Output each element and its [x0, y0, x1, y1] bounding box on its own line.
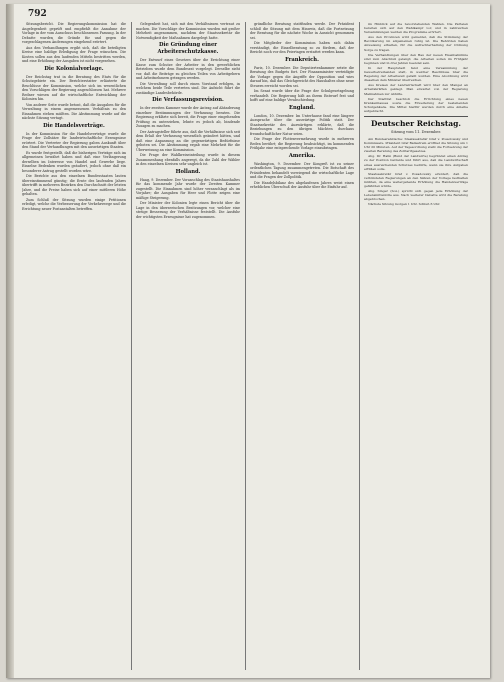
text-column-4 [364, 22, 468, 670]
article-paragraph: Von anderer Seite wurde betont, daß die Ausgaben für die Verwaltung in einem angemessenen Verhältnis zu den Einnahmen stehen müßten. Die Abstimmung wurde auf die nächste Sitzung vertagt. [22, 102, 126, 120]
article-paragraph: Sitzungsbericht. Die Regierungskommission hat die Angelegenheit geprüft und empfiehlt die Annahme der Vorlage in der vom Ausschuss beschlossenen Fassung. In der Debatte wurden die Gründe für und gegen die vorgeschlagenen Änderungen eingehend erörtert. [22, 22, 126, 44]
column-rule [359, 22, 360, 670]
newspaper-page [6, 4, 490, 678]
section-heading: Holland. [175, 168, 201, 175]
article-paragraph: Zum Schluß der Sitzung wurden einige Petitionen erledigt, welche die Verbesserung der Verkehrswege und die Errichtung neuer Postanstalten betreffen. [22, 197, 126, 211]
column-rule [131, 22, 132, 670]
article-paragraph: Die Berichte aus den einzelnen Bundesstaaten lauten übereinstimmend günstig; die Ernte des laufenden Jahres übertrifft in mehreren Bezirken den Durchschnitt der letzten Jahre, und die Preise haben sich auf einer mittleren Höhe gehalten. [22, 174, 126, 196]
article-paragraph: Es wurde festgestellt, daß die bisherigen Verträge sich im allgemeinen bewährt haben und daß eine Verlängerung derselben im Interesse von Handel und Gewerbe liege. Einzelne Bedenken wurden geäußert, jedoch ohne daß ein besonderer Antrag gestellt worden wäre. [22, 150, 126, 173]
article-paragraph: im Hinblick auf die bevorstehenden Wahlen. Die Parteien bereiten sich auf den Wahlkampf vor, und in zahlreichen Versammlungen werden die Programme erörtert. [364, 22, 468, 35]
article-paragraph: Nächste Sitzung morgen 1 Uhr. Schluß 6 Uhr. [368, 202, 441, 207]
article-paragraph: In der zweiten Kammer wurde der Antrag auf Abänderung einzelner Bestimmungen der Verfassung beraten. Die Regierung erklärte sich bereit, die Frage einer eingehenden Prüfung zu unterziehen, lehnte es jedoch ab, bindende Zusagen zu machen. [136, 106, 240, 128]
article-paragraph: Gelegenheit hat, sich mit den Verhältnissen vertraut zu machen. Die Vorschläge der Kommission wurden mit großer Mehrheit angenommen, nachdem der Staatssekretär die Notwendigkeit der Maßnahmen dargelegt hatte. [136, 22, 240, 40]
article-paragraph: Im Senat wurde über die Frage der Schulgesetzgebung verhandelt. Die Regierung hält an ihrem Entwurf fest und hofft auf eine baldige Verabschiedung. [250, 89, 354, 102]
article-paragraph: Die Frage der Wahlkreiseinteilung wurde in diesem Zusammenhang ebenfalls angeregt, da die Zahl der Wähler in den einzelnen Kreisen sehr ungleich ist. [136, 153, 240, 166]
article-paragraph: In der Kommission für die Handelsverträge wurde die Frage der Zollsätze für landwirtschaftliche Erzeugnisse erörtert. Die Vertreter der Regierung gaben Auskunft über den Stand der Verhandlungen mit den auswärtigen Staaten. [22, 131, 126, 149]
article-paragraph: Der Reichstag trat in die Beratung des Etats für die Schutzgebiete ein. Der Berichterstatter erläuterte die Beschlüsse der Kommission, welche sich im wesentlichen den Vorschlägen der Regierung angeschlossen hat. Mehrere Redner wiesen auf die wirtschaftliche Entwicklung der Kolonien hin. [22, 74, 126, 101]
text-column-2 [136, 22, 240, 670]
book-binding-edge [6, 4, 14, 678]
page-number: 792 [28, 9, 47, 19]
article-paragraph: Aus den Verhandlungen ergibt sich, daß die beteiligten Kreise eine baldige Erledigung der Frage wünschen. Die Kosten sollen aus den laufenden Mitteln bestritten werden, und eine Erhöhung der Ausgaben ist nicht vorgesehen. [22, 45, 126, 63]
article-paragraph: Washington, 9. Dezember. Der Kongreß ist zu seiner ordentlichen Tagung zusammengetreten. Die Botschaft des Präsidenten behandelt vorwiegend die wirtschaftliche Lage und die Fragen der Zollpolitik. [250, 161, 354, 179]
article-paragraph: Aus Kreisen der Landwirtschaft wird über den Mangel an Arbeitskräften geklagt. Man erwartet von der Regierung Maßnahmen zur Abhilfe. [364, 83, 468, 96]
article-paragraph: Staatssekretär Graf v. Posadowsky erwidert, daß die verbündeten Regierungen an den Sätzen der Vorlage festhalten müßten, da eine weitergehende Erhöhung die Handelsverträge gefährden würde. [364, 171, 468, 188]
article-paragraph: Der Antragsteller führte aus, daß die Verhältnisse sich seit dem Erlaß der Verfassung wesentlich geändert hätten, und daß eine Anpassung an die gegenwärtigen Bedürfnisse geboten sei. Die Abstimmung ergab eine Mehrheit für die Überweisung an eine Kommission. [136, 129, 240, 152]
section-heading: Die Kolonialvorlage. [44, 65, 104, 72]
section-heading: Die Handelsverträge. [43, 122, 105, 129]
article-paragraph: Der Entwurf eines Gesetzes über die Errichtung einer Kasse zum Schutze der Arbeiter in den gewerblichen Betrieben wurde dem Bundesrat vorgelegt. Derselbe sieht vor, daß die Beiträge zu gleichen Teilen von Arbeitgebern und Arbeitnehmern getragen werden. [136, 58, 240, 80]
article-paragraph: Die Frage der Flottenvermehrung wurde in mehreren Reden berührt; die Regierung beabsichtigt, im kommenden Frühjahr eine entsprechende Vorlage einzubringen. [250, 137, 354, 150]
article-paragraph: Am Bundesratstische: Staatssekretär Graf v. Posadowsky und Kommissare. Präsident Graf Ballestrem eröffnet die Sitzung um 1 Uhr 20 Minuten. Auf der Tagesordnung steht die Fortsetzung der zweiten Beratung des Zolltarifgesetzes. [364, 136, 468, 154]
article-paragraph: Der Stadtrat beschloß die Errichtung eines neuen Krankenhauses sowie die Erweiterung der bestehenden Schulgebäude. Die Mittel hierfür werden durch eine Anleihe aufgebracht. [364, 96, 468, 113]
section-heading: England. [289, 104, 315, 111]
column-rule [245, 22, 246, 670]
article-paragraph: gründliche Beratung stattfinden werde. Der Präsident schloß die Sitzung mit dem Hinweis, daß die Fortsetzung der Beratung für die nächste Woche in Aussicht genommen sei. [250, 22, 354, 40]
section-heading: Amerika. [288, 152, 316, 159]
article-paragraph: Haag, 9. Dezember. Der Voranschlag des Staatshaushaltes für das kommende Jahr wurde der Zweiten Kammer zugestellt. Die Einnahmen sind höher veranschlagt als im Vorjahre; die Ausgaben für Heer und Flotte zeigen eine mäßige Steigerung. [136, 177, 240, 200]
text-column-1 [22, 22, 126, 670]
article-paragraph: Die Verwaltung soll durch einen Vorstand erfolgen, in welchem beide Teile vertreten sind. Die Aufsicht führt die zuständige Landesbehörde. [136, 81, 240, 95]
article-paragraph: Die Handelsbilanz des abgelaufenen Jahres weist einen erheblichen Überschuß der Ausfuhr über die Einfuhr auf. [250, 180, 354, 189]
session-subheading: Sitzung vom 11. Dezember. [391, 129, 441, 134]
section-heading: Die Verfassungsrevision. [152, 97, 224, 103]
article-paragraph: In der Hauptstadt fand eine Versammlung der Gewerbetreibenden statt, in welcher Beschlüsse über die Regelung der Arbeitszeit gefaßt wurden. Eine Abordnung wird dieselben dem Minister überreichen. [364, 65, 468, 83]
article-paragraph: Die Verhandlungen über den Bau der neuen Eisenbahnlinie sind zum Abschluß gelangt; die Arbeiten sollen im Frühjahr beginnen und in drei Jahren beendet sein. [364, 52, 468, 65]
article-paragraph: Die Mitglieder der Kommission haben sich dahin verständigt, die Einzelberatung so zu fördern, daß der Bericht noch vor den Feiertagen erstattet werden kann. [250, 41, 354, 54]
article-paragraph: Abg. Dr. Hahn (Bund der Landwirte) begründet einen Antrag zu der Position Getreide und führt aus, daß die Landwirtschaft eines ausreichenden Schutzes bedürfe, wenn sie ihre Aufgaben erfüllen solle. [364, 154, 468, 171]
masthead-heading: Deutscher Reichstag. [364, 116, 468, 128]
section-heading: Frankreich. [285, 56, 319, 63]
article-paragraph: London, 10. Dezember. Im Unterhause fand eine längere Aussprache über die auswärtige Politik statt. Der Staatssekretär des Auswärtigen erklärte, daß die Beziehungen zu den übrigen Mächten durchaus freundschaftlicher Natur seien. [250, 113, 354, 136]
text-column-3 [250, 22, 354, 670]
article-paragraph: Abg. Singer (Soz.) spricht sich gegen jede Erhöhung der Lebensmittelzölle aus. Nach weiterer Debatte wird die Beratung abgebrochen. [364, 189, 468, 202]
section-heading: Die Gründung einer Arbeiterschutzkasse. [157, 42, 219, 55]
article-paragraph: Aus den Provinzen wird gemeldet, daß die Stimmung der Bevölkerung im allgemeinen ruhig ist. Die Behörden haben Anweisung erhalten, für die Aufrechterhaltung der Ordnung Sorge zu tragen. [364, 35, 468, 52]
article-paragraph: Der Minister der Kolonien legte einen Bericht über die Lage in den überseeischen Besitzungen vor, welcher eine stetige Besserung der Verhältnisse feststellt. Die Ausfuhr der wichtigsten Erzeugnisse hat zugenommen. [136, 201, 240, 219]
article-paragraph: Paris, 10. Dezember. Die Deputiertenkammer setzte die Beratung des Budgets fort. Der Finanzminister verteidigte die Vorlage gegen die Angriffe der Opposition und wies darauf hin, daß das Gleichgewicht des Haushaltes ohne neue Steuern erreicht worden sei. [250, 65, 354, 88]
